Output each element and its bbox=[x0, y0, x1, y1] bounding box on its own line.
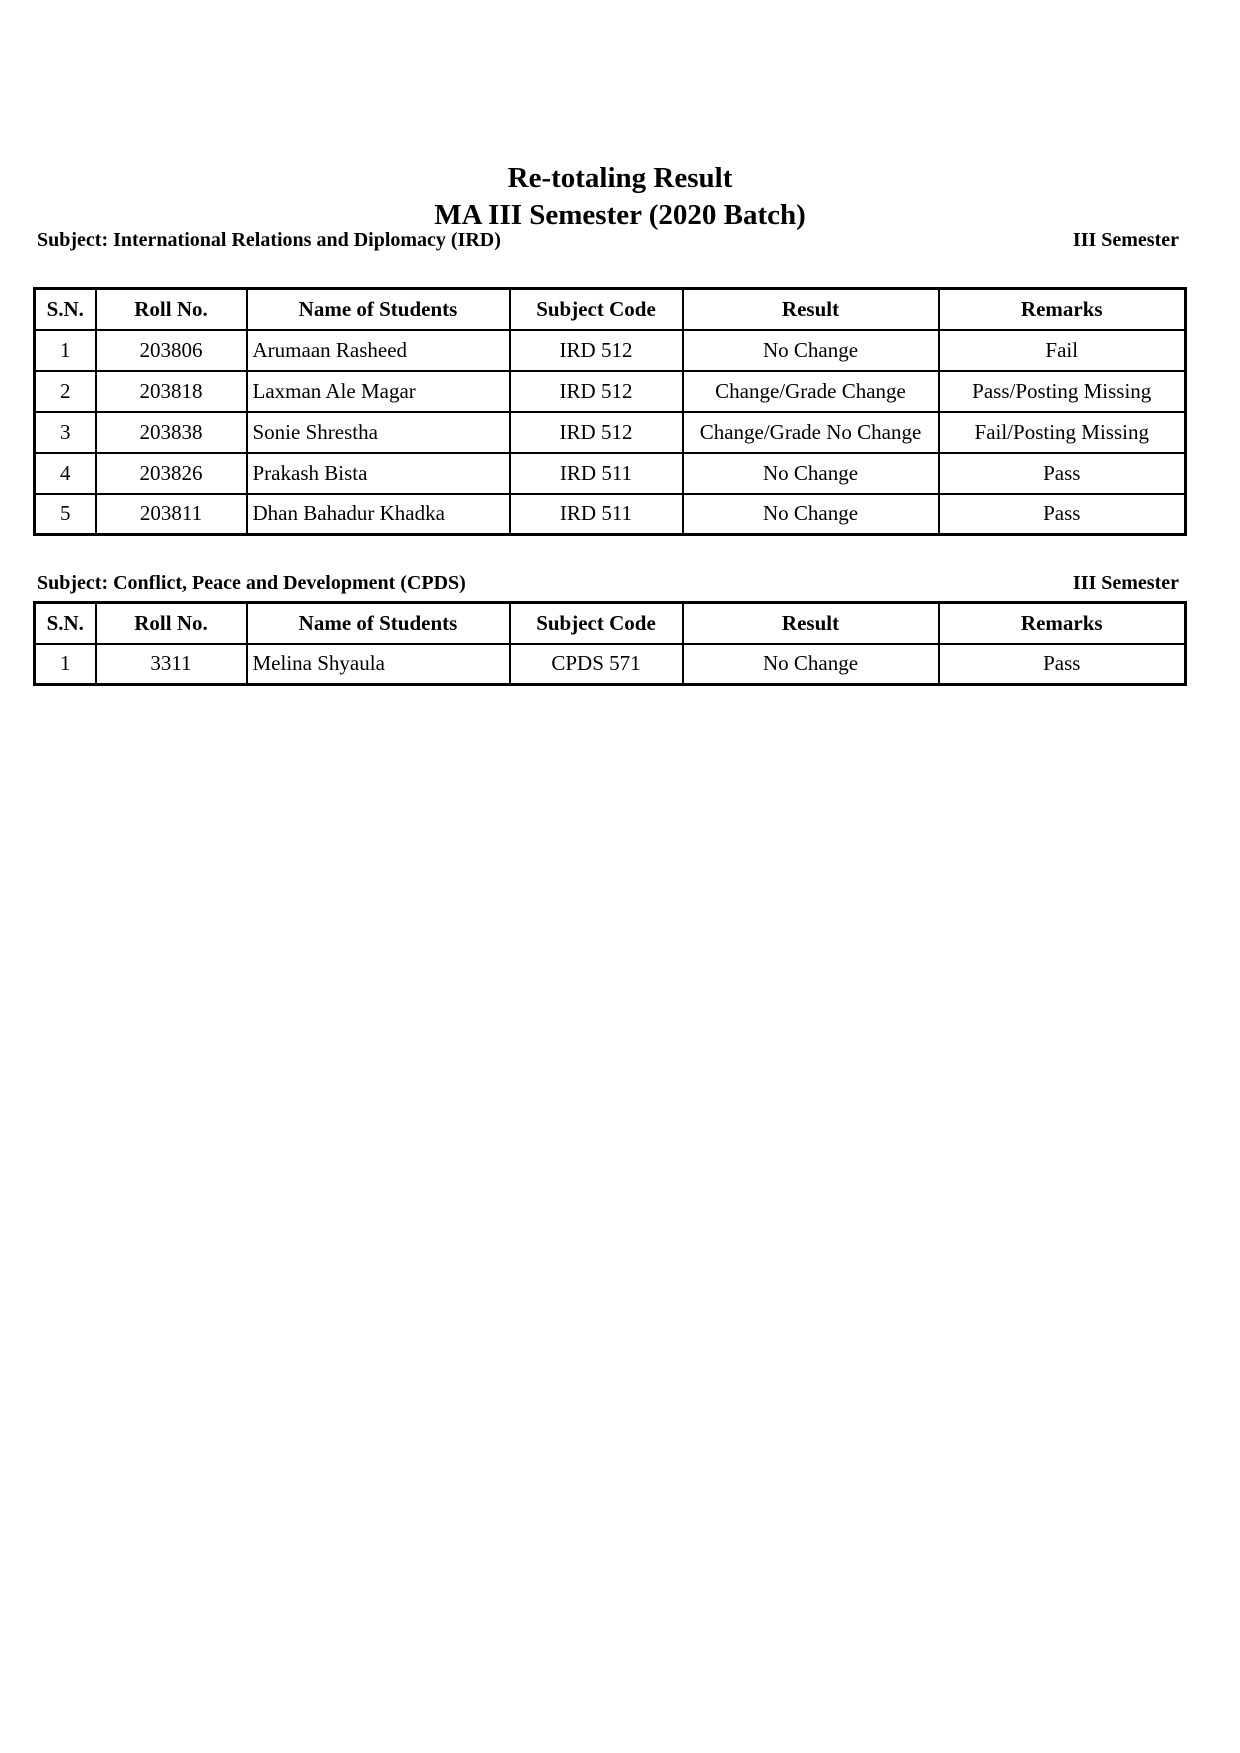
table-row bbox=[35, 330, 1186, 371]
column-header-code: Subject Code bbox=[510, 603, 683, 644]
cell-name: Prakash Bista bbox=[247, 453, 510, 494]
column-header-name: Name of Students bbox=[247, 603, 510, 644]
cell-code: IRD 511 bbox=[510, 494, 683, 535]
page-title: Re-totaling Result bbox=[507, 162, 733, 194]
cell-remarks: Pass bbox=[939, 644, 1186, 685]
cell-result: No Change bbox=[683, 330, 939, 371]
cell-roll: 203818 bbox=[96, 371, 247, 412]
semester-label: III Semester bbox=[1072, 229, 1179, 251]
column-header-roll: Roll No. bbox=[96, 603, 247, 644]
cell-sn: 5 bbox=[35, 494, 96, 535]
cell-sn: 4 bbox=[35, 453, 96, 494]
cell-roll: 203806 bbox=[96, 330, 247, 371]
subject-label: Subject: Conflict, Peace and Development (CPDS) bbox=[37, 572, 466, 594]
cell-roll: 203838 bbox=[96, 412, 247, 453]
table-row bbox=[35, 644, 1186, 685]
column-header-name: Name of Students bbox=[247, 289, 510, 330]
cell-remarks: Pass bbox=[939, 453, 1186, 494]
table-header-row bbox=[35, 603, 1186, 644]
cell-code: IRD 512 bbox=[510, 330, 683, 371]
table-row bbox=[35, 371, 1186, 412]
cell-sn: 3 bbox=[35, 412, 96, 453]
subject-heading-ird bbox=[37, 228, 1179, 252]
cell-result: Change/Grade No Change bbox=[683, 412, 939, 453]
column-header-result: Result bbox=[683, 603, 939, 644]
table-header-row bbox=[35, 289, 1186, 330]
cell-name: Melina Shyaula bbox=[247, 644, 510, 685]
cell-code: CPDS 571 bbox=[510, 644, 683, 685]
column-header-roll: Roll No. bbox=[96, 289, 247, 330]
cell-roll: 203826 bbox=[96, 453, 247, 494]
cell-name: Laxman Ale Magar bbox=[247, 371, 510, 412]
table-row bbox=[35, 412, 1186, 453]
subject-heading-cpds bbox=[37, 571, 1179, 595]
table-row bbox=[35, 453, 1186, 494]
cell-result: No Change bbox=[683, 494, 939, 535]
cell-result: Change/Grade Change bbox=[683, 371, 939, 412]
cell-sn: 1 bbox=[35, 330, 96, 371]
results-table-ird bbox=[33, 287, 1187, 536]
cell-remarks: Fail/Posting Missing bbox=[939, 412, 1186, 453]
cell-name: Dhan Bahadur Khadka bbox=[247, 494, 510, 535]
column-header-result: Result bbox=[683, 289, 939, 330]
semester-label: III Semester bbox=[1072, 572, 1179, 594]
cell-name: Arumaan Rasheed bbox=[247, 330, 510, 371]
results-table-cpds bbox=[33, 601, 1187, 686]
cell-roll: 203811 bbox=[96, 494, 247, 535]
subject-label: Subject: International Relations and Diplomacy (IRD) bbox=[37, 229, 501, 251]
cell-remarks: Pass bbox=[939, 494, 1186, 535]
column-header-sn: S.N. bbox=[35, 289, 96, 330]
cell-remarks: Fail bbox=[939, 330, 1186, 371]
column-header-remarks: Remarks bbox=[939, 603, 1186, 644]
cell-result: No Change bbox=[683, 644, 939, 685]
cell-code: IRD 512 bbox=[510, 371, 683, 412]
page-subtitle: MA III Semester (2020 Batch) bbox=[434, 199, 806, 231]
column-header-sn: S.N. bbox=[35, 603, 96, 644]
cell-name: Sonie Shrestha bbox=[247, 412, 510, 453]
cell-result: No Change bbox=[683, 453, 939, 494]
cell-code: IRD 511 bbox=[510, 453, 683, 494]
cell-sn: 2 bbox=[35, 371, 96, 412]
column-header-code: Subject Code bbox=[510, 289, 683, 330]
cell-code: IRD 512 bbox=[510, 412, 683, 453]
column-header-remarks: Remarks bbox=[939, 289, 1186, 330]
cell-roll: 3311 bbox=[96, 644, 247, 685]
table-row bbox=[35, 494, 1186, 535]
cell-remarks: Pass/Posting Missing bbox=[939, 371, 1186, 412]
cell-sn: 1 bbox=[35, 644, 96, 685]
